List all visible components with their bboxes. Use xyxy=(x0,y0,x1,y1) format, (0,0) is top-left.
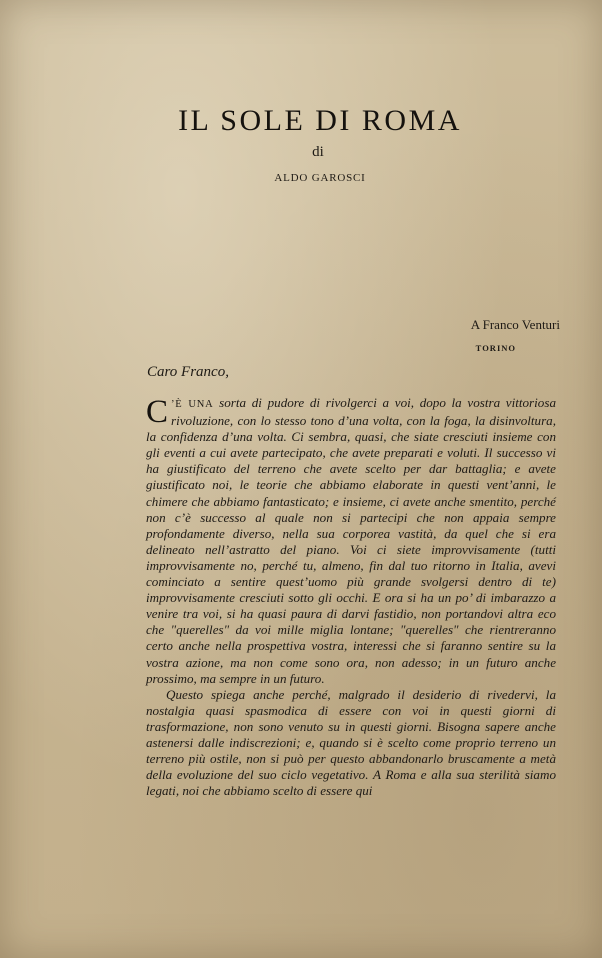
letter-body xyxy=(146,395,556,799)
paragraph-1-text: sorta di pudore di rivolgerci a voi, dopo la vostra vittoriosa rivoluzione, con lo stesso tono d’una volta, con la foga, la disinvoltura, la confidenza d’una volta. Ci sembra, quasi, che siate cresciuti insieme con gli eventi a cui avete partecipato, che avete preparati e voluti. Il successo vi ha giustificato del terreno che avete scelto per dar battaglia; e avete giustificato noi, le teorie che abbiamo elaborate in questi vent’anni, le chimere che abbiamo fantasticato; e insieme, ci avete anche smentito, perché non c’è successo al quale non si partecipi che non appaia sempre profondamente diverso, nella sua corporea vastità, da quel che si era delineato nell’astratto del piano. Voi ci siete improvvisamente (tutti improvvisamente no, perché tu, almeno, fin dal tuo ritorno in Italia, avevi cominciato a sentire quest’uomo più grande svolgersi dentro di te) improvvisamente cresciuti sotto gli occhi. E ora si ha un po’ di imbarazzo a venire tra voi, si ha quasi paura di darvi fastidio, non portandovi altra eco che "querelles" da voi mille miglia lontane; "querelles" che rientreranno certo anche nella prospettiva vostra, interessi che si faranno sentire su la vostra azione, ma non come sono ora, non adesso; in un futuro anche prossimo, ma sempre in un futuro. xyxy=(146,395,556,686)
byline-prefix: di xyxy=(312,144,324,160)
author-name: ALDO GAROSCI xyxy=(274,172,366,184)
recipient-city: TORINO xyxy=(475,343,516,353)
letter-salutation: Caro Franco, xyxy=(147,364,229,380)
letter-paragraph-2: Questo spiega anche perché, malgrado il desiderio di rivedervi, la nostalgia quasi spasmodica di essere con voi in questi giorni di trasformazione, non sono venuto su in questi giorni. Bisogna sapere anche astenersi dalle indiscrezioni; e, quando si è scelto come proprio terreno un terreno più ostile, non si può per questo abbandonarlo bruscamente a metà della evoluzione del suo ciclo vegetativo. A Roma e alla sua sterilità siamo legati, noi che abbiamo scelto di essere qui xyxy=(146,686,556,799)
letter-paragraph-1 xyxy=(146,395,556,687)
opening-small-caps: ’È UNA xyxy=(171,399,214,410)
article-title: IL SOLE DI ROMA xyxy=(178,104,462,137)
letter-recipient: A Franco Venturi xyxy=(470,317,560,332)
drop-cap: C xyxy=(146,394,169,430)
